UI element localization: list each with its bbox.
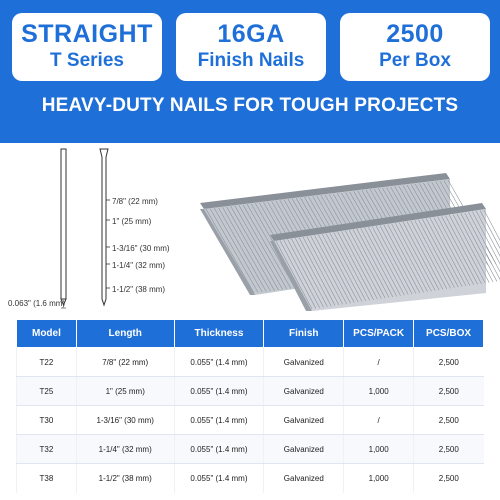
table-cell: Galvanized — [264, 377, 344, 406]
table-cell: T30 — [17, 406, 77, 435]
length-mark-label: 7/8" (22 mm) — [112, 197, 158, 206]
table-cell: 0.055" (1.4 mm) — [174, 377, 264, 406]
nail-illustration — [0, 143, 500, 313]
badge-title: STRAIGHT — [21, 20, 153, 48]
table-row — [17, 406, 484, 435]
table-cell: T32 — [17, 435, 77, 464]
table-cell: / — [344, 348, 414, 377]
nail-front-view-icon — [61, 149, 66, 308]
thickness-label: 0.063" (1.6 mm) — [8, 299, 66, 308]
column-header: Model — [17, 320, 77, 348]
table-row — [17, 348, 484, 377]
table-row — [17, 435, 484, 464]
badge-subtitle: T Series — [50, 50, 124, 71]
table-cell: / — [344, 406, 414, 435]
table-cell: 7/8" (22 mm) — [76, 348, 174, 377]
table-cell: 1,000 — [344, 464, 414, 493]
headline: HEAVY-DUTY NAILS FOR TOUGH PROJECTS — [41, 95, 459, 116]
table-cell: Galvanized — [264, 406, 344, 435]
feature-badge-count — [340, 13, 490, 81]
table-cell: Galvanized — [264, 464, 344, 493]
table-cell: Galvanized — [264, 348, 344, 377]
badge-title: 16GA — [217, 20, 285, 48]
table-header-row — [17, 320, 484, 348]
table-cell: 0.055" (1.4 mm) — [174, 406, 264, 435]
column-header: PCS/PACK — [344, 320, 414, 348]
table-cell: 2,500 — [414, 435, 484, 464]
header-banner — [0, 0, 500, 143]
nail-diagram — [0, 143, 500, 313]
table-row — [17, 377, 484, 406]
table-cell: T25 — [17, 377, 77, 406]
column-header: Thickness — [174, 320, 264, 348]
column-header: Length — [76, 320, 174, 348]
table-cell: 1-1/4" (32 mm) — [76, 435, 174, 464]
table-cell: 0.055" (1.4 mm) — [174, 435, 264, 464]
length-mark-label: 1-1/2" (38 mm) — [112, 285, 166, 294]
column-header: Finish — [264, 320, 344, 348]
table-cell: Galvanized — [264, 435, 344, 464]
feature-badge-straight — [12, 13, 162, 81]
feature-badge-gauge — [176, 13, 326, 81]
table-cell: 1,000 — [344, 377, 414, 406]
length-mark-label: 1-3/16" (30 mm) — [112, 244, 170, 253]
spec-table — [16, 319, 484, 493]
badge-subtitle: Per Box — [379, 50, 451, 71]
table-cell: 0.055" (1.4 mm) — [174, 348, 264, 377]
table-cell: 1-3/16" (30 mm) — [76, 406, 174, 435]
length-mark-label: 1-1/4" (32 mm) — [112, 261, 166, 270]
nail-profile-view-icon — [100, 149, 110, 305]
table-row — [17, 464, 484, 493]
table-cell: 2,500 — [414, 348, 484, 377]
table-cell: 1-1/2" (38 mm) — [76, 464, 174, 493]
table-cell: 1,000 — [344, 435, 414, 464]
length-mark-label: 1" (25 mm) — [112, 217, 152, 226]
table-cell: 2,500 — [414, 377, 484, 406]
table-cell: 1" (25 mm) — [76, 377, 174, 406]
table-cell: 0.055" (1.4 mm) — [174, 464, 264, 493]
badge-subtitle: Finish Nails — [197, 50, 305, 71]
table-cell: T22 — [17, 348, 77, 377]
table-cell: 2,500 — [414, 464, 484, 493]
badge-title: 2500 — [386, 20, 444, 48]
table-cell: T38 — [17, 464, 77, 493]
column-header: PCS/BOX — [414, 320, 484, 348]
table-cell: 2,500 — [414, 406, 484, 435]
